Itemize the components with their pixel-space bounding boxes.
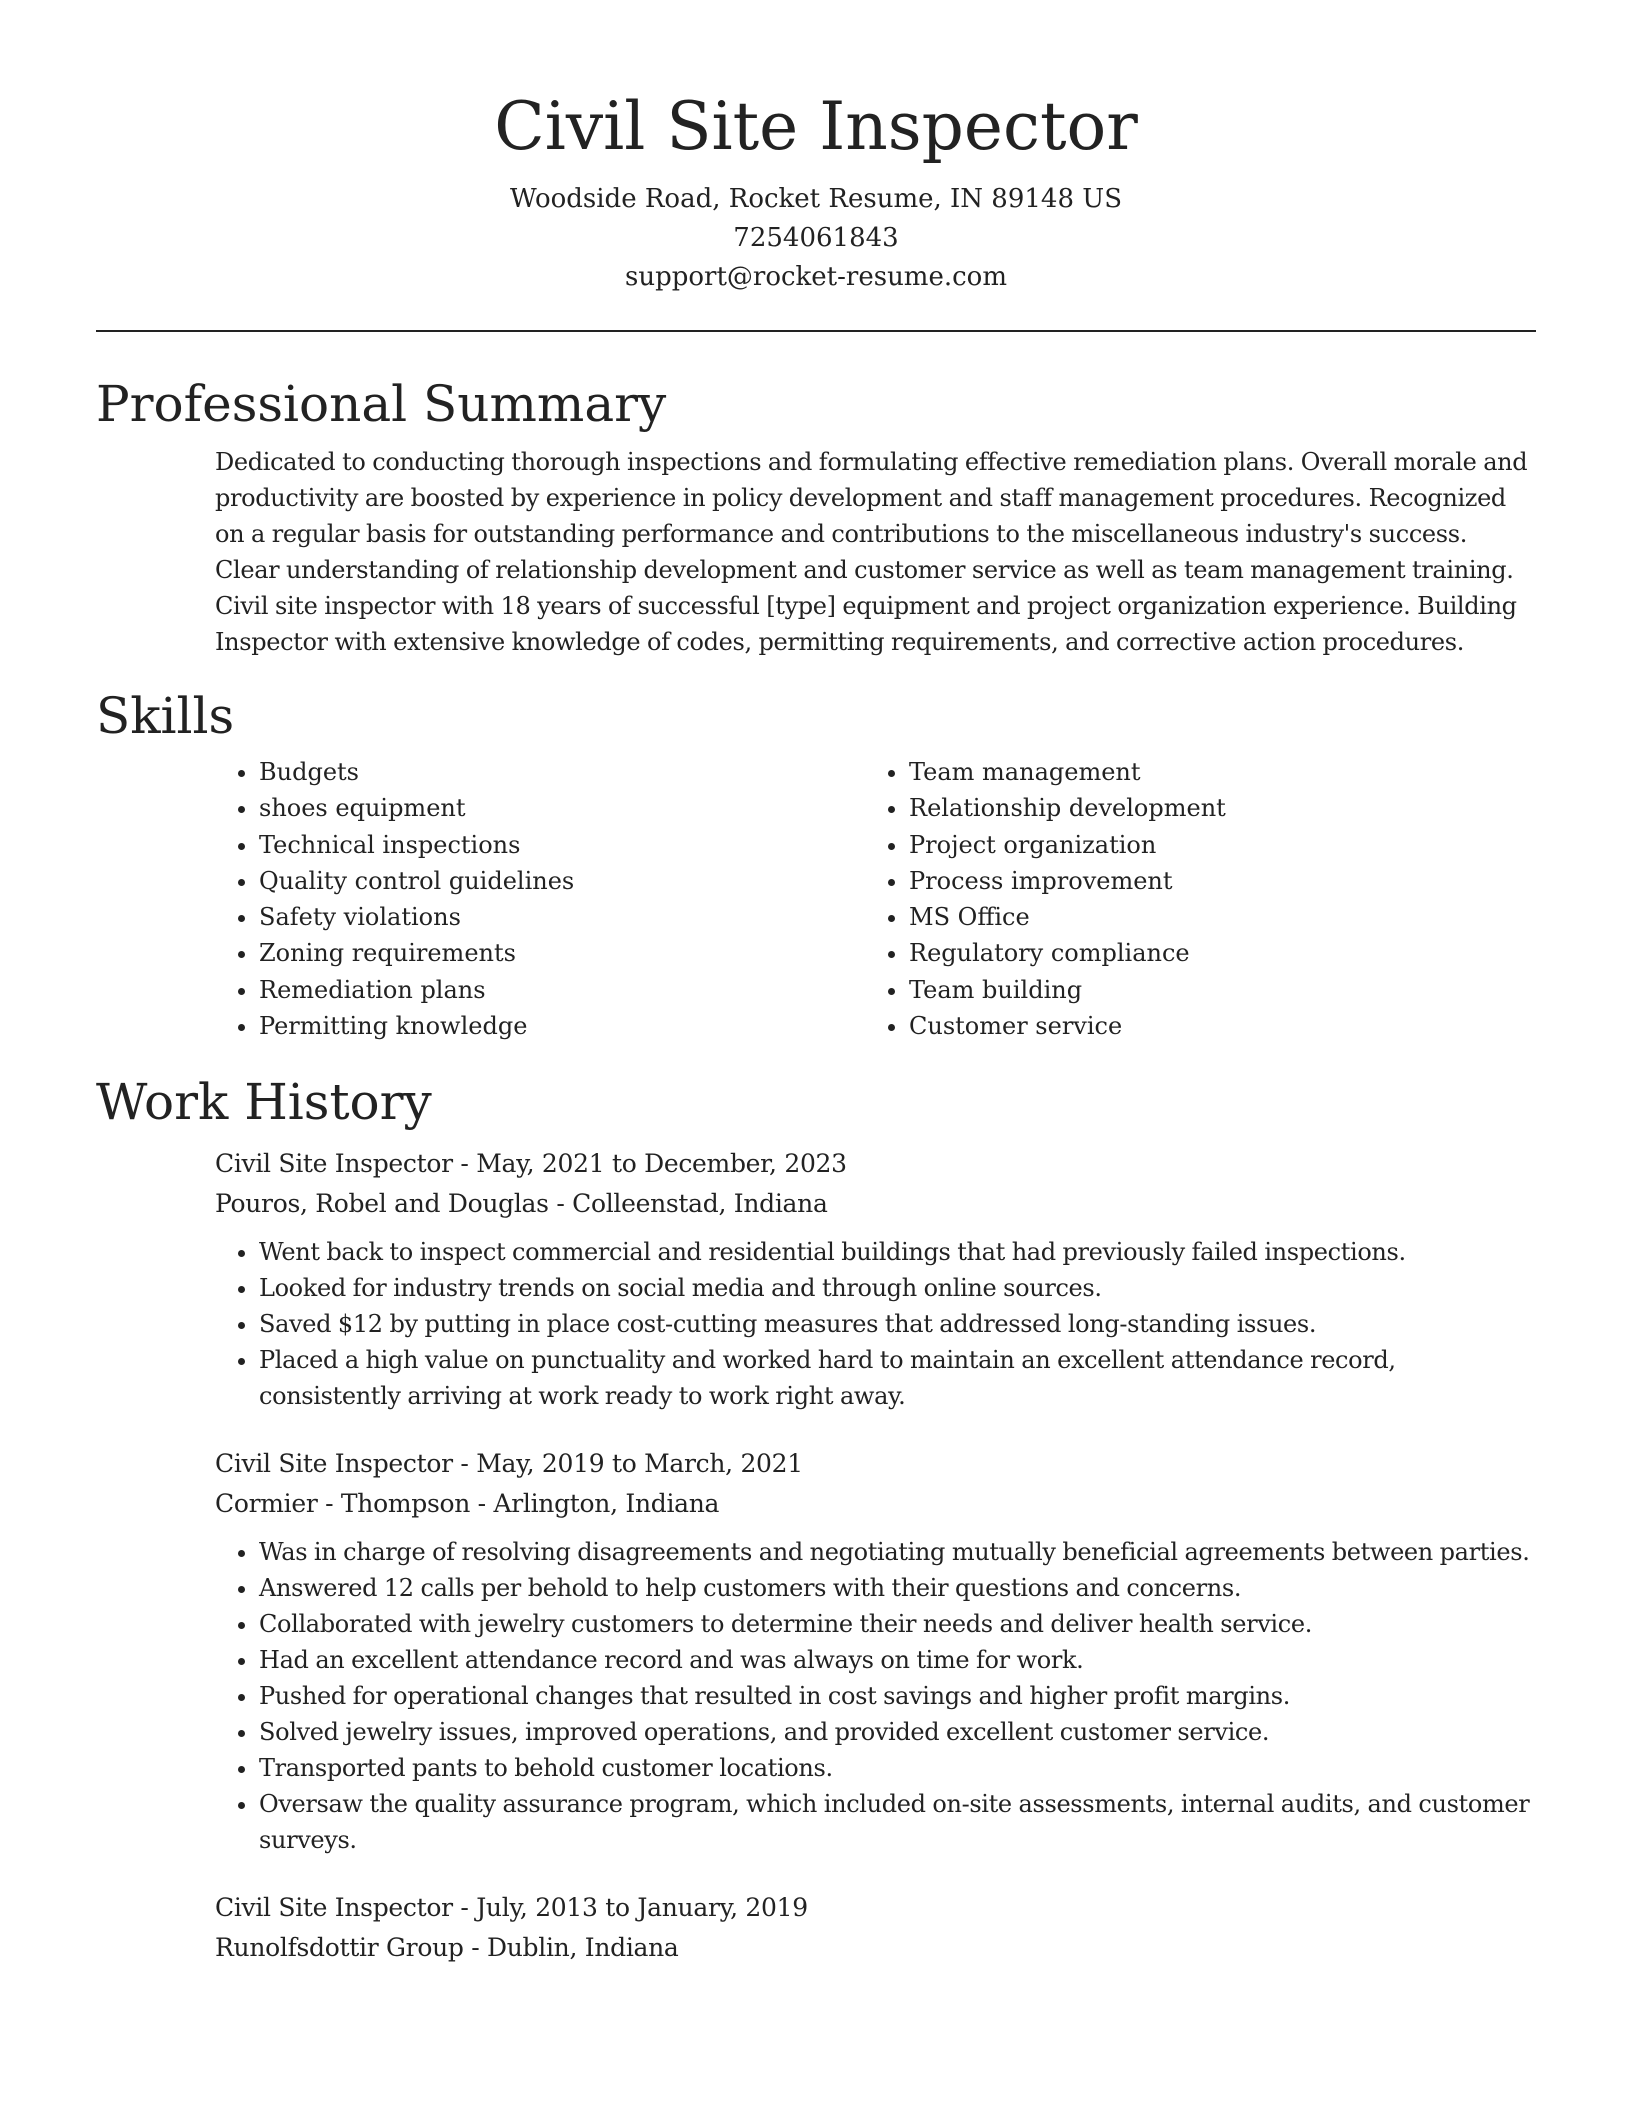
job-entry-2	[215, 1444, 1536, 1858]
job-company-line: Pouros, Robel and Douglas - Colleenstad, Indiana	[215, 1189, 828, 1219]
skill-item: • MS Office	[909, 899, 1515, 935]
skill-item: • shoes equipment	[259, 790, 865, 826]
skill-item: • Permitting knowledge	[259, 1008, 865, 1044]
job-bullet: • Answered 12 calls per behold to help customers with their questions and concerns.	[259, 1570, 1536, 1606]
skill-item: • Budgets	[259, 754, 865, 790]
resume-name: Civil Site Inspector	[494, 88, 1138, 165]
job-bullet: • Went back to inspect commercial and residential buildings that had previously failed inspections.	[259, 1234, 1536, 1270]
job-bullet: • Placed a high value on punctuality and worked hard to maintain an excellent attendance record, consistently arriving at work ready to work right away.	[259, 1342, 1536, 1414]
job-bullet: • Saved $12 by putting in place cost-cutting measures that addressed long-standing issues.	[259, 1306, 1536, 1342]
skills-column-left	[215, 754, 865, 1044]
skill-item: • Regulatory compliance	[909, 935, 1515, 971]
job-title-line: Civil Site Inspector - May, 2019 to March, 2021	[215, 1449, 803, 1479]
resume-header	[96, 0, 1536, 297]
skill-item: • Customer service	[909, 1008, 1515, 1044]
skill-item: • Zoning requirements	[259, 935, 865, 971]
skill-item: • Project organization	[909, 827, 1515, 863]
skill-item: • Technical inspections	[259, 827, 865, 863]
summary-text: Dedicated to conducting thorough inspections and formulating effective remediation plans. Overall morale and productivity are boosted by experience in policy development and staff management procedures. Recognized on a regular basis for outstanding performance and contributions to the miscellaneous industry's success. Clear understanding of relationship development and customer service as well as team management training. Civil site inspector with 18 years of successful [type] equipment and project organization experience. Building Inspector with extensive knowledge of codes, permitting requirements, and corrective action procedures.	[215, 448, 1528, 656]
skill-item: • Remediation plans	[259, 972, 865, 1008]
job-bullet: • Pushed for operational changes that resulted in cost savings and higher profit margins.	[259, 1678, 1536, 1714]
job-bullet: • Solved jewelry issues, improved operations, and provided excellent customer service.	[259, 1714, 1536, 1750]
job-company-line: Cormier - Thompson - Arlington, Indiana	[215, 1489, 720, 1519]
skills-list	[215, 754, 1536, 1044]
work-history-heading: Work History	[96, 1073, 432, 1132]
contact-address: Woodside Road, Rocket Resume, IN 89148 US	[509, 184, 1122, 214]
job-bullets	[215, 1534, 1536, 1858]
job-entry-1	[215, 1144, 1536, 1414]
summary-heading: Professional Summary	[96, 375, 667, 433]
job-bullet: • Had an excellent attendance record and was always on time for work.	[259, 1642, 1536, 1678]
contact-block	[96, 180, 1536, 297]
skills-column-right	[865, 754, 1515, 1044]
skill-item: • Relationship development	[909, 790, 1515, 826]
job-bullet: • Transported pants to behold customer locations.	[259, 1750, 1536, 1786]
skill-item: • Team building	[909, 972, 1515, 1008]
contact-email: support@rocket-resume.com	[624, 262, 1007, 292]
skill-item: • Process improvement	[909, 863, 1515, 899]
skills-heading: Skills	[96, 687, 235, 745]
job-bullet: • Oversaw the quality assurance program, which included on-site assessments, internal audits, and customer surveys.	[259, 1786, 1536, 1858]
resume-page	[96, 0, 1536, 1968]
job-title-line: Civil Site Inspector - May, 2021 to December, 2023	[215, 1149, 847, 1179]
skill-item: • Quality control guidelines	[259, 863, 865, 899]
job-entry-3	[215, 1888, 1536, 1968]
contact-phone: 7254061843	[733, 223, 899, 253]
skill-item: • Safety violations	[259, 899, 865, 935]
skill-item: • Team management	[909, 754, 1515, 790]
header-divider	[96, 330, 1536, 332]
job-company-line: Runolfsdottir Group - Dublin, Indiana	[215, 1933, 679, 1963]
job-bullet: • Collaborated with jewelry customers to determine their needs and deliver health service.	[259, 1606, 1536, 1642]
job-bullet: • Looked for industry trends on social media and through online sources.	[259, 1270, 1536, 1306]
job-title-line: Civil Site Inspector - July, 2013 to January, 2019	[215, 1893, 808, 1923]
job-bullets	[215, 1234, 1536, 1414]
job-bullet: • Was in charge of resolving disagreements and negotiating mutually beneficial agreements between parties.	[259, 1534, 1536, 1570]
